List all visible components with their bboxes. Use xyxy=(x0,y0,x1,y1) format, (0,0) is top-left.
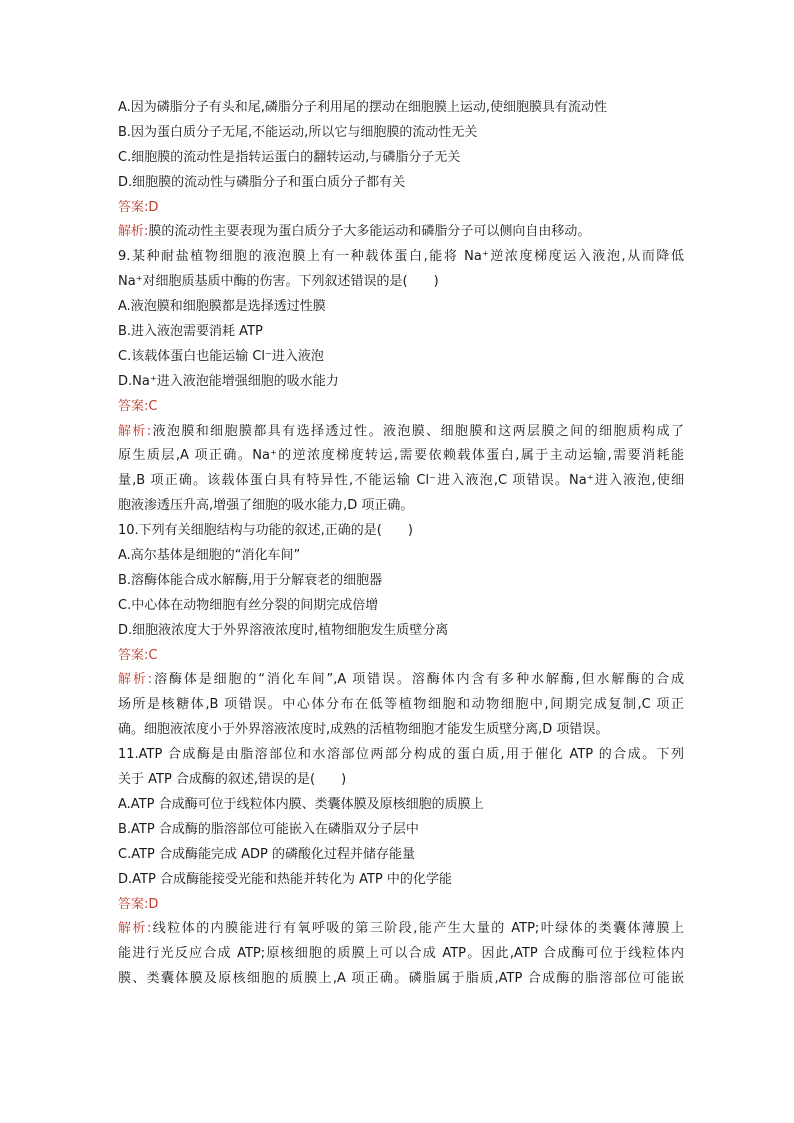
question-8 xyxy=(118,96,684,245)
answer-label: 答案: xyxy=(118,647,149,663)
q11-analysis-line-2: 能进行光反应合成 ATP;原核细胞的质膜上可以合成 ATP。因此,ATP 合成酶可位于线粒体内 xyxy=(118,946,684,962)
analysis-label: 解析: xyxy=(118,423,152,439)
q10-answer xyxy=(118,644,684,669)
q9-option-c: C.该载体蛋白也能运输 Cl⁻进入液泡 xyxy=(118,348,324,364)
q10-analysis-line-2: 场所是核糖体,B 项错误。中心体分布在低等植物细胞和动物细胞中,间期完成复制,C 项正 xyxy=(118,697,684,713)
q9-answer xyxy=(118,395,684,420)
q8-option-c: C.细胞膜的流动性是指转运蛋白的翻转运动,与磷脂分子无关 xyxy=(118,149,461,165)
q9-analysis-line-4: 胞液渗透压升高,增强了细胞的吸水能力,D 项正确。 xyxy=(118,498,414,514)
question-9 xyxy=(118,245,684,519)
q10-analysis-line-3: 确。细胞液浓度小于外界溶液浓度时,成熟的活植物细胞才能发生质壁分离,D 项错误。 xyxy=(118,722,609,738)
q8-analysis xyxy=(118,220,684,245)
q10-option-b: B.溶酶体能合成水解酶,用于分解衰老的细胞器 xyxy=(118,572,383,588)
question-11 xyxy=(118,743,684,992)
q11-option-b: B.ATP 合成酶的脂溶部位可能嵌入在磷脂双分子层中 xyxy=(118,821,419,837)
q11-answer xyxy=(118,893,684,918)
document-page xyxy=(118,96,684,992)
answer-label: 答案: xyxy=(118,896,149,912)
q9-analysis-line-2: 原生质层,A 项正确。Na⁺的逆浓度梯度转运,需要依赖载体蛋白,属于主动运输,需要消耗能 xyxy=(118,448,684,464)
answer-label: 答案: xyxy=(118,199,149,215)
q9-analysis-line-1 xyxy=(118,420,684,445)
q11-stem-line-2: 关于 ATP 合成酶的叙述,错误的是( ) xyxy=(118,772,347,788)
q9-analysis-line-3: 量,B 项正确。该载体蛋白具有特异性,不能运输 Cl⁻进入液泡,C 项错误。Na⁺进入液泡,使细 xyxy=(118,473,684,489)
analysis-text: 溶酶体是细胞的“消化车间”,A 项错误。溶酶体内含有多种水解酶,但水解酶的合成 xyxy=(152,672,684,688)
q11-option-a: A.ATP 合成酶可位于线粒体内膜、类囊体膜及原核细胞的质膜上 xyxy=(118,796,484,812)
q9-option-a: A.液泡膜和细胞膜都是选择透过性膜 xyxy=(118,299,326,315)
q8-option-d: D.细胞膜的流动性与磷脂分子和蛋白质分子都有关 xyxy=(118,174,406,190)
q10-stem: 10.下列有关细胞结构与功能的叙述,正确的是( ) xyxy=(118,523,413,539)
analysis-label: 解析: xyxy=(118,224,149,240)
q10-analysis-line-1 xyxy=(118,668,684,693)
answer-value: C xyxy=(148,398,158,414)
analysis-label: 解析: xyxy=(118,672,153,688)
q8-answer xyxy=(118,196,684,221)
q10-option-d: D.细胞液浓度大于外界溶液浓度时,植物细胞发生质壁分离 xyxy=(118,622,449,638)
answer-value: D xyxy=(148,896,159,912)
answer-value: C xyxy=(148,647,158,663)
q11-option-c: C.ATP 合成酶能完成 ADP 的磷酸化过程并储存能量 xyxy=(118,846,416,862)
q9-option-b: B.进入液泡需要消耗 ATP xyxy=(118,324,263,340)
q9-stem-line-2: Na⁺对细胞质基质中酶的伤害。下列叙述错误的是( ) xyxy=(118,274,439,290)
q10-option-c: C.中心体在动物细胞有丝分裂的间期完成倍增 xyxy=(118,597,379,613)
answer-value: D xyxy=(148,199,159,215)
q8-option-b: B.因为蛋白质分子无尾,不能运动,所以它与细胞膜的流动性无关 xyxy=(118,124,478,140)
q11-analysis-line-1 xyxy=(118,917,684,942)
question-10 xyxy=(118,519,684,743)
q9-stem-line-1: 9.某种耐盐植物细胞的液泡膜上有一种载体蛋白,能将 Na⁺逆浓度梯度运入液泡,从而降低 xyxy=(118,249,684,265)
q8-option-a: A.因为磷脂分子有头和尾,磷脂分子利用尾的摆动在细胞膜上运动,使细胞膜具有流动性 xyxy=(118,100,608,115)
q9-option-d: D.Na⁺进入液泡能增强细胞的吸水能力 xyxy=(118,373,339,389)
analysis-text: 线粒体的内膜能进行有氧呼吸的第三阶段,能产生大量的 ATP;叶绿体的类囊体薄膜上 xyxy=(151,921,684,937)
q11-analysis-line-3: 膜、类囊体膜及原核细胞的质膜上,A 项正确。磷脂属于脂质,ATP 合成酶的脂溶部位可能嵌 xyxy=(118,971,684,987)
analysis-text: 液泡膜和细胞膜都具有选择透过性。液泡膜、细胞膜和这两层膜之间的细胞质构成了 xyxy=(151,423,684,439)
q10-option-a: A.高尔基体是细胞的“消化车间” xyxy=(118,548,301,564)
q11-option-d: D.ATP 合成酶能接受光能和热能并转化为 ATP 中的化学能 xyxy=(118,871,452,887)
analysis-text: 膜的流动性主要表现为蛋白质分子大多能运动和磷脂分子可以侧向自由移动。 xyxy=(148,224,591,240)
analysis-label: 解析: xyxy=(118,921,152,937)
answer-label: 答案: xyxy=(118,398,149,414)
q11-stem-line-1: 11.ATP 合成酶是由脂溶部位和水溶部位两部分构成的蛋白质,用于催化 ATP 的合成。下列 xyxy=(118,747,684,763)
